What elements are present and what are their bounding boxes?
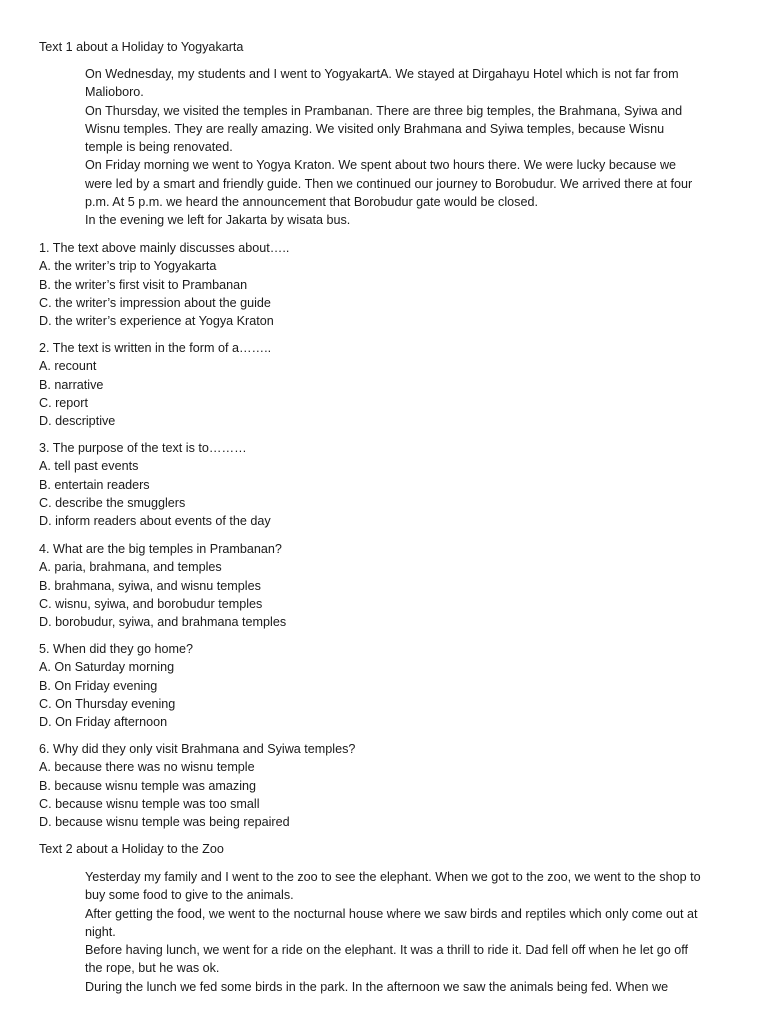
answer-option: D. inform readers about events of the day [39,514,271,528]
answer-option: D. the writer’s experience at Yogya Kraton [39,314,274,328]
answer-option: C. report [39,395,88,410]
text2-title: Text 2 about a Holiday to the Zoo [39,842,224,856]
answer-option: A. paria, brahmana, and temples [39,560,222,575]
answer-option: B. On Friday evening [39,678,158,693]
text1-paragraph: On Thursday, we visited the temples in Prambanan. There are three big temples, the Brahmana, Syiwa and Wisnu temples. They are really amazing. We visited only Brahmana and Syiwa temples, because Wisnu temple is being renovated. [85,103,683,155]
question-stem: 2. The text is written in the form of a…….. [39,341,272,355]
question-stem: 5. When did they go home? [39,642,194,656]
text1-title: Text 1 about a Holiday to Yogyakarta [39,40,244,54]
answer-option: A. because there was no wisnu temple [39,760,255,775]
question-stem: 4. What are the big temples in Prambanan? [39,542,282,556]
text1-passage [85,65,705,230]
answer-option: B. entertain readers [39,477,150,492]
answer-option: D. On Friday afternoon [39,715,168,729]
answer-option: A. the writer’s trip to Yogyakarta [39,259,217,274]
answer-option: D. descriptive [39,414,116,428]
question-2 [39,339,719,430]
answer-option: C. describe the smugglers [39,495,186,510]
text2-paragraph: After getting the food, we went to the nocturnal house where we saw birds and reptiles which only come out at night. [85,906,698,939]
question-stem: 1. The text above mainly discusses about….. [39,241,290,255]
text2-paragraph: Before having lunch, we went for a ride on the elephant. It was a thrill to ride it. Dad fell off when he let go off the rope, but he was ok. [85,943,688,976]
answer-option: A. On Saturday morning [39,660,175,675]
answer-option: A. recount [39,359,97,374]
text2-passage [85,868,705,996]
text1-paragraph: In the evening we left for Jakarta by wisata bus. [85,213,351,228]
answer-option: D. because wisnu temple was being repaired [39,815,290,829]
question-5 [39,640,719,731]
answer-option: B. brahmana, syiwa, and wisnu temples [39,578,261,593]
question-stem: 6. Why did they only visit Brahmana and Syiwa temples? [39,742,356,756]
answer-option: C. the writer’s impression about the guide [39,295,271,310]
question-stem: 3. The purpose of the text is to……… [39,441,247,455]
answer-option: B. because wisnu temple was amazing [39,778,257,793]
question-4 [39,540,719,631]
answer-option: C. wisnu, syiwa, and borobudur temples [39,596,263,611]
question-3 [39,439,719,530]
text1-paragraph: On Friday morning we went to Yogya Kraton. We spent about two hours there. We were lucky because we were led by a smart and friendly guide. Then we continued our journey to Borobudur. We arrived there at four p.m. At 5 p.m. we heard the announcement that Borobudur gate would be closed. [85,158,693,210]
answer-option: C. because wisnu temple was too small [39,796,260,811]
answer-option: B. the writer’s first visit to Prambanan [39,277,248,292]
question-1 [39,239,719,330]
answer-option: A. tell past events [39,459,139,474]
text2-paragraph: During the lunch we fed some birds in the park. In the afternoon we saw the animals being fed. When we [85,979,669,994]
question-6 [39,740,719,831]
answer-option: D. borobudur, syiwa, and brahmana temples [39,615,287,629]
text1-paragraph: On Wednesday, my students and I went to YogyakartA. We stayed at Dirgahayu Hotel which is not far from Malioboro. [85,67,679,100]
answer-option: B. narrative [39,377,104,392]
text2-paragraph: Yesterday my family and I went to the zoo to see the elephant. When we got to the zoo, we went to the shop to buy some food to give to the animals. [85,870,701,903]
answer-option: C. On Thursday evening [39,696,176,711]
